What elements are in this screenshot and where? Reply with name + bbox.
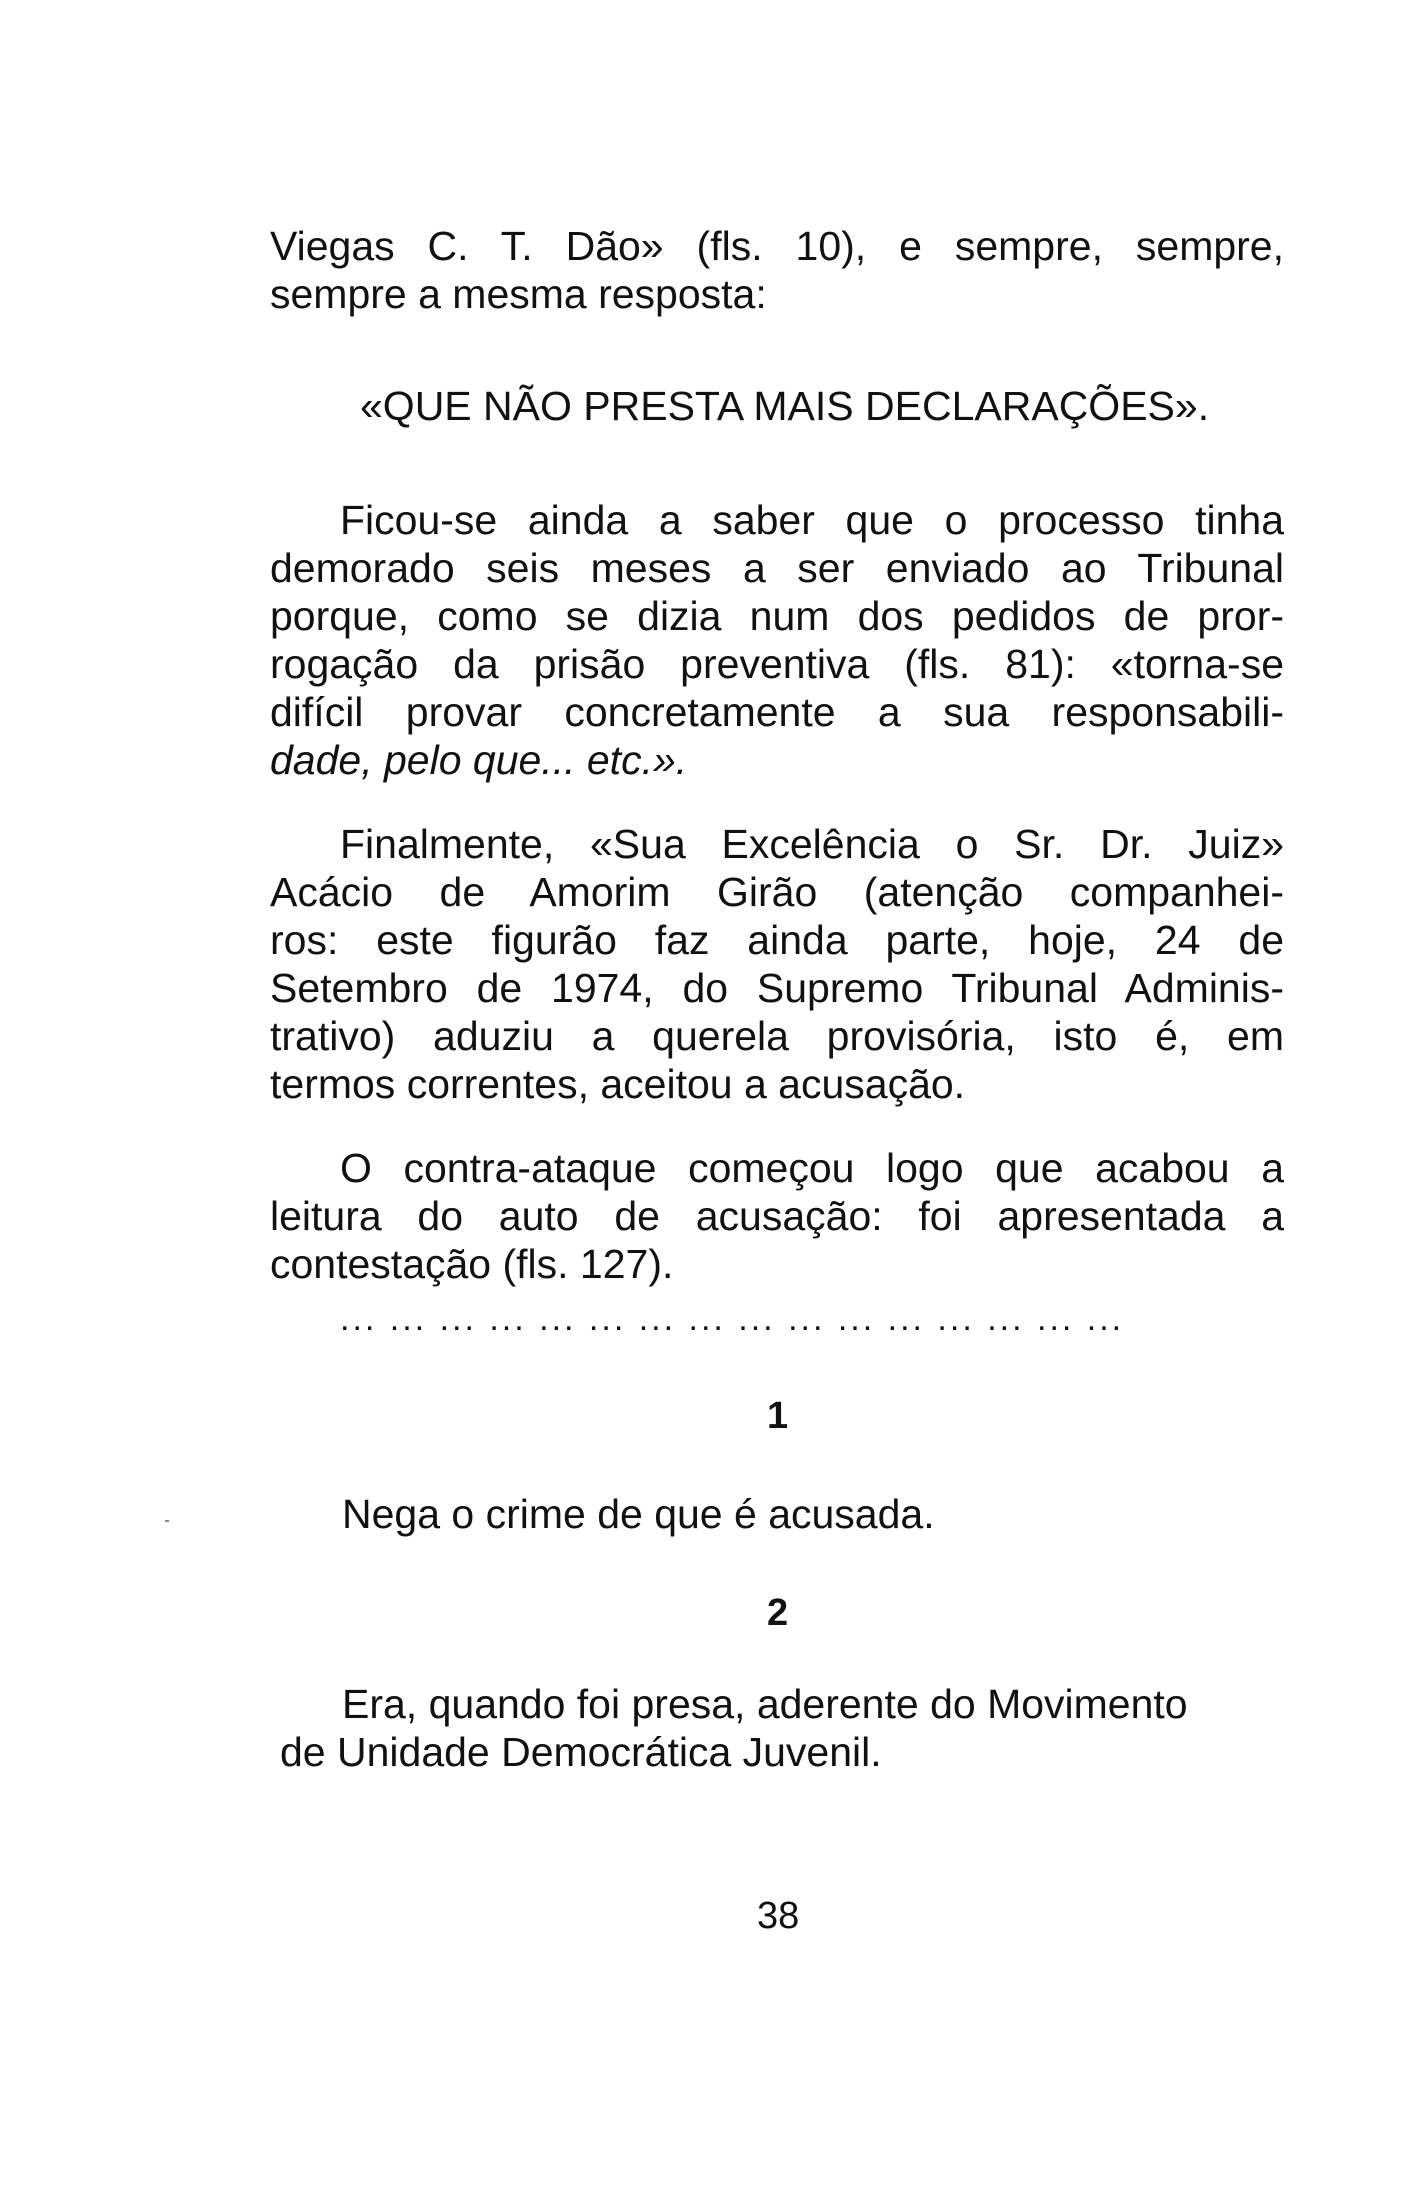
intro-paragraph: [270, 222, 1284, 318]
paragraph-2-line-3: ros: este figurão faz ainda parte, hoje, 24 de: [270, 917, 1284, 963]
paragraph-3-line-1: O contra-ataque começou logo que acabou a: [340, 1145, 1284, 1191]
ellipsis-row: ... ... ... ... ... ... ... ... ... ... ... ... ... ... ... ...: [340, 1300, 1125, 1338]
intro-line-1: Viegas C. T. Dão» (fls. 10), e sempre, sempre,: [270, 223, 1284, 269]
paragraph-1-line-3: porque, como se dizia num dos pedidos de pror-: [270, 593, 1284, 639]
paragraph-2: [270, 820, 1284, 1108]
paragraph-2-line-5: trativo) aduziu a querela provisória, isto é, em: [270, 1013, 1284, 1059]
paragraph-3: [270, 1144, 1284, 1288]
quoted-declaration: «QUE NÃO PRESTA MAIS DECLARAÇÕES».: [360, 383, 1210, 429]
margin-speck: [165, 1520, 169, 1522]
intro-line-2: sempre a mesma resposta:: [270, 271, 767, 317]
paragraph-1-line-1: Ficou-se ainda a saber que o processo tinha: [340, 497, 1284, 543]
note-1-number: 1: [767, 1395, 789, 1437]
paragraph-1-line-2: demorado seis meses a ser enviado ao Tribunal: [270, 545, 1284, 591]
paragraph-2-line-2: Acácio de Amorim Girão (atenção companhei-: [270, 869, 1284, 915]
paragraph-2-line-6: termos correntes, aceitou a acusação.: [270, 1061, 966, 1107]
paragraph-2-line-1: Finalmente, «Sua Excelência o Sr. Dr. Juiz»: [340, 821, 1284, 867]
page-number: 38: [757, 1895, 800, 1937]
paragraph-3-line-2: leitura do auto de acusação: foi apresentada a: [270, 1193, 1284, 1239]
note-2-number: 2: [767, 1592, 789, 1634]
paragraph-2-line-4: Setembro de 1974, do Supremo Tribunal Adminis-: [270, 965, 1284, 1011]
note-2-line-1: Era, quando foi presa, aderente do Movimento: [342, 1681, 1188, 1727]
paragraph-1-line-6: dade, pelo que... etc.».: [270, 737, 688, 783]
paragraph-1-line-4: rogação da prisão preventiva (fls. 81): «torna-se: [270, 641, 1284, 687]
note-2-text: [280, 1680, 1286, 1776]
paragraph-1: [270, 496, 1284, 784]
paragraph-3-line-3: contestação (fls. 127).: [270, 1241, 674, 1287]
paragraph-1-line-5: difícil provar concretamente a sua responsabili-: [270, 689, 1284, 735]
note-2-line-2: de Unidade Democrática Juvenil.: [280, 1729, 882, 1775]
note-1-text: Nega o crime de que é acusada.: [342, 1491, 935, 1537]
